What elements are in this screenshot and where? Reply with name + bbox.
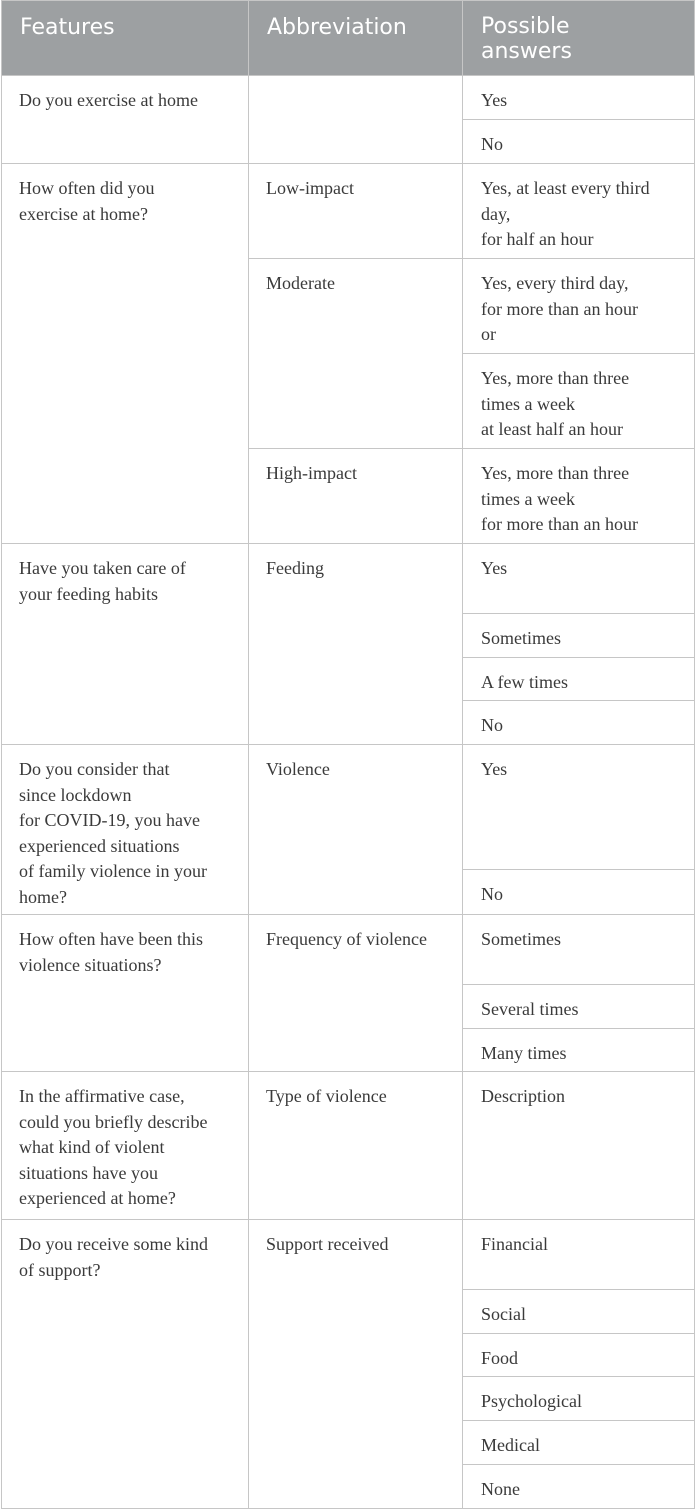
- abbr-violence: Violence: [249, 745, 463, 915]
- answer-cell: Social: [463, 1290, 695, 1334]
- answer-cell: Yes: [463, 76, 695, 120]
- answer-cell: Psychological: [463, 1377, 695, 1421]
- abbr-feeding: Feeding: [249, 544, 463, 745]
- answer-cell: Yes, at least every third day, for half an hour: [463, 164, 695, 259]
- answer-cell: Several times: [463, 985, 695, 1029]
- feature-violence: Do you consider that since lockdown for COVID-19, you have experienced situations of family violence in your home?: [2, 745, 249, 915]
- answer-cell: Sometimes: [463, 614, 695, 658]
- table-row: [2, 1220, 695, 1290]
- abbr-moderate: Moderate: [249, 259, 463, 449]
- answer-cell: No: [463, 870, 695, 915]
- feature-exercise: Do you exercise at home: [2, 76, 249, 164]
- abbr-frequency: Frequency of violence: [249, 915, 463, 1072]
- header-row: [2, 1, 695, 76]
- answer-cell: None: [463, 1465, 695, 1509]
- answer-cell: Yes: [463, 745, 695, 870]
- abbr-low-impact: Low-impact: [249, 164, 463, 259]
- answer-cell: Financial: [463, 1220, 695, 1290]
- answer-cell: Food: [463, 1334, 695, 1377]
- answer-cell: No: [463, 701, 695, 745]
- answer-cell: A few times: [463, 658, 695, 701]
- feature-type: In the affirmative case, could you briefly describe what kind of violent situations have you experienced at home?: [2, 1072, 249, 1220]
- abbr-high-impact: High-impact: [249, 449, 463, 544]
- abbr-support: Support received: [249, 1220, 463, 1509]
- feature-how-often: How often did you exercise at home?: [2, 164, 249, 544]
- feature-feeding: Have you taken care of your feeding habits: [2, 544, 249, 745]
- answer-cell: Yes, more than three times a week at least half an hour: [463, 354, 695, 449]
- answer-cell: Yes: [463, 544, 695, 614]
- abbr-exercise: [249, 76, 463, 164]
- table-row: [2, 745, 695, 870]
- table-row: [2, 915, 695, 985]
- table-row: [2, 1072, 695, 1220]
- header-possible-answers: Possible answers: [463, 1, 695, 76]
- answer-cell: Medical: [463, 1421, 695, 1465]
- abbr-type: Type of violence: [249, 1072, 463, 1220]
- table-row: [2, 164, 695, 259]
- answer-cell: Sometimes: [463, 915, 695, 985]
- answer-cell: Many times: [463, 1029, 695, 1072]
- header-abbreviation: Abbreviation: [249, 1, 463, 76]
- answer-cell: Description: [463, 1072, 695, 1220]
- questionnaire-table: [1, 0, 695, 1509]
- answer-cell: Yes, every third day, for more than an hour or: [463, 259, 695, 354]
- answer-cell: Yes, more than three times a week for more than an hour: [463, 449, 695, 544]
- table-row: [2, 76, 695, 120]
- header-features: Features: [2, 1, 249, 76]
- answer-cell: No: [463, 120, 695, 164]
- feature-support: Do you receive some kind of support?: [2, 1220, 249, 1509]
- feature-frequency: How often have been this violence situations?: [2, 915, 249, 1072]
- table-row: [2, 544, 695, 614]
